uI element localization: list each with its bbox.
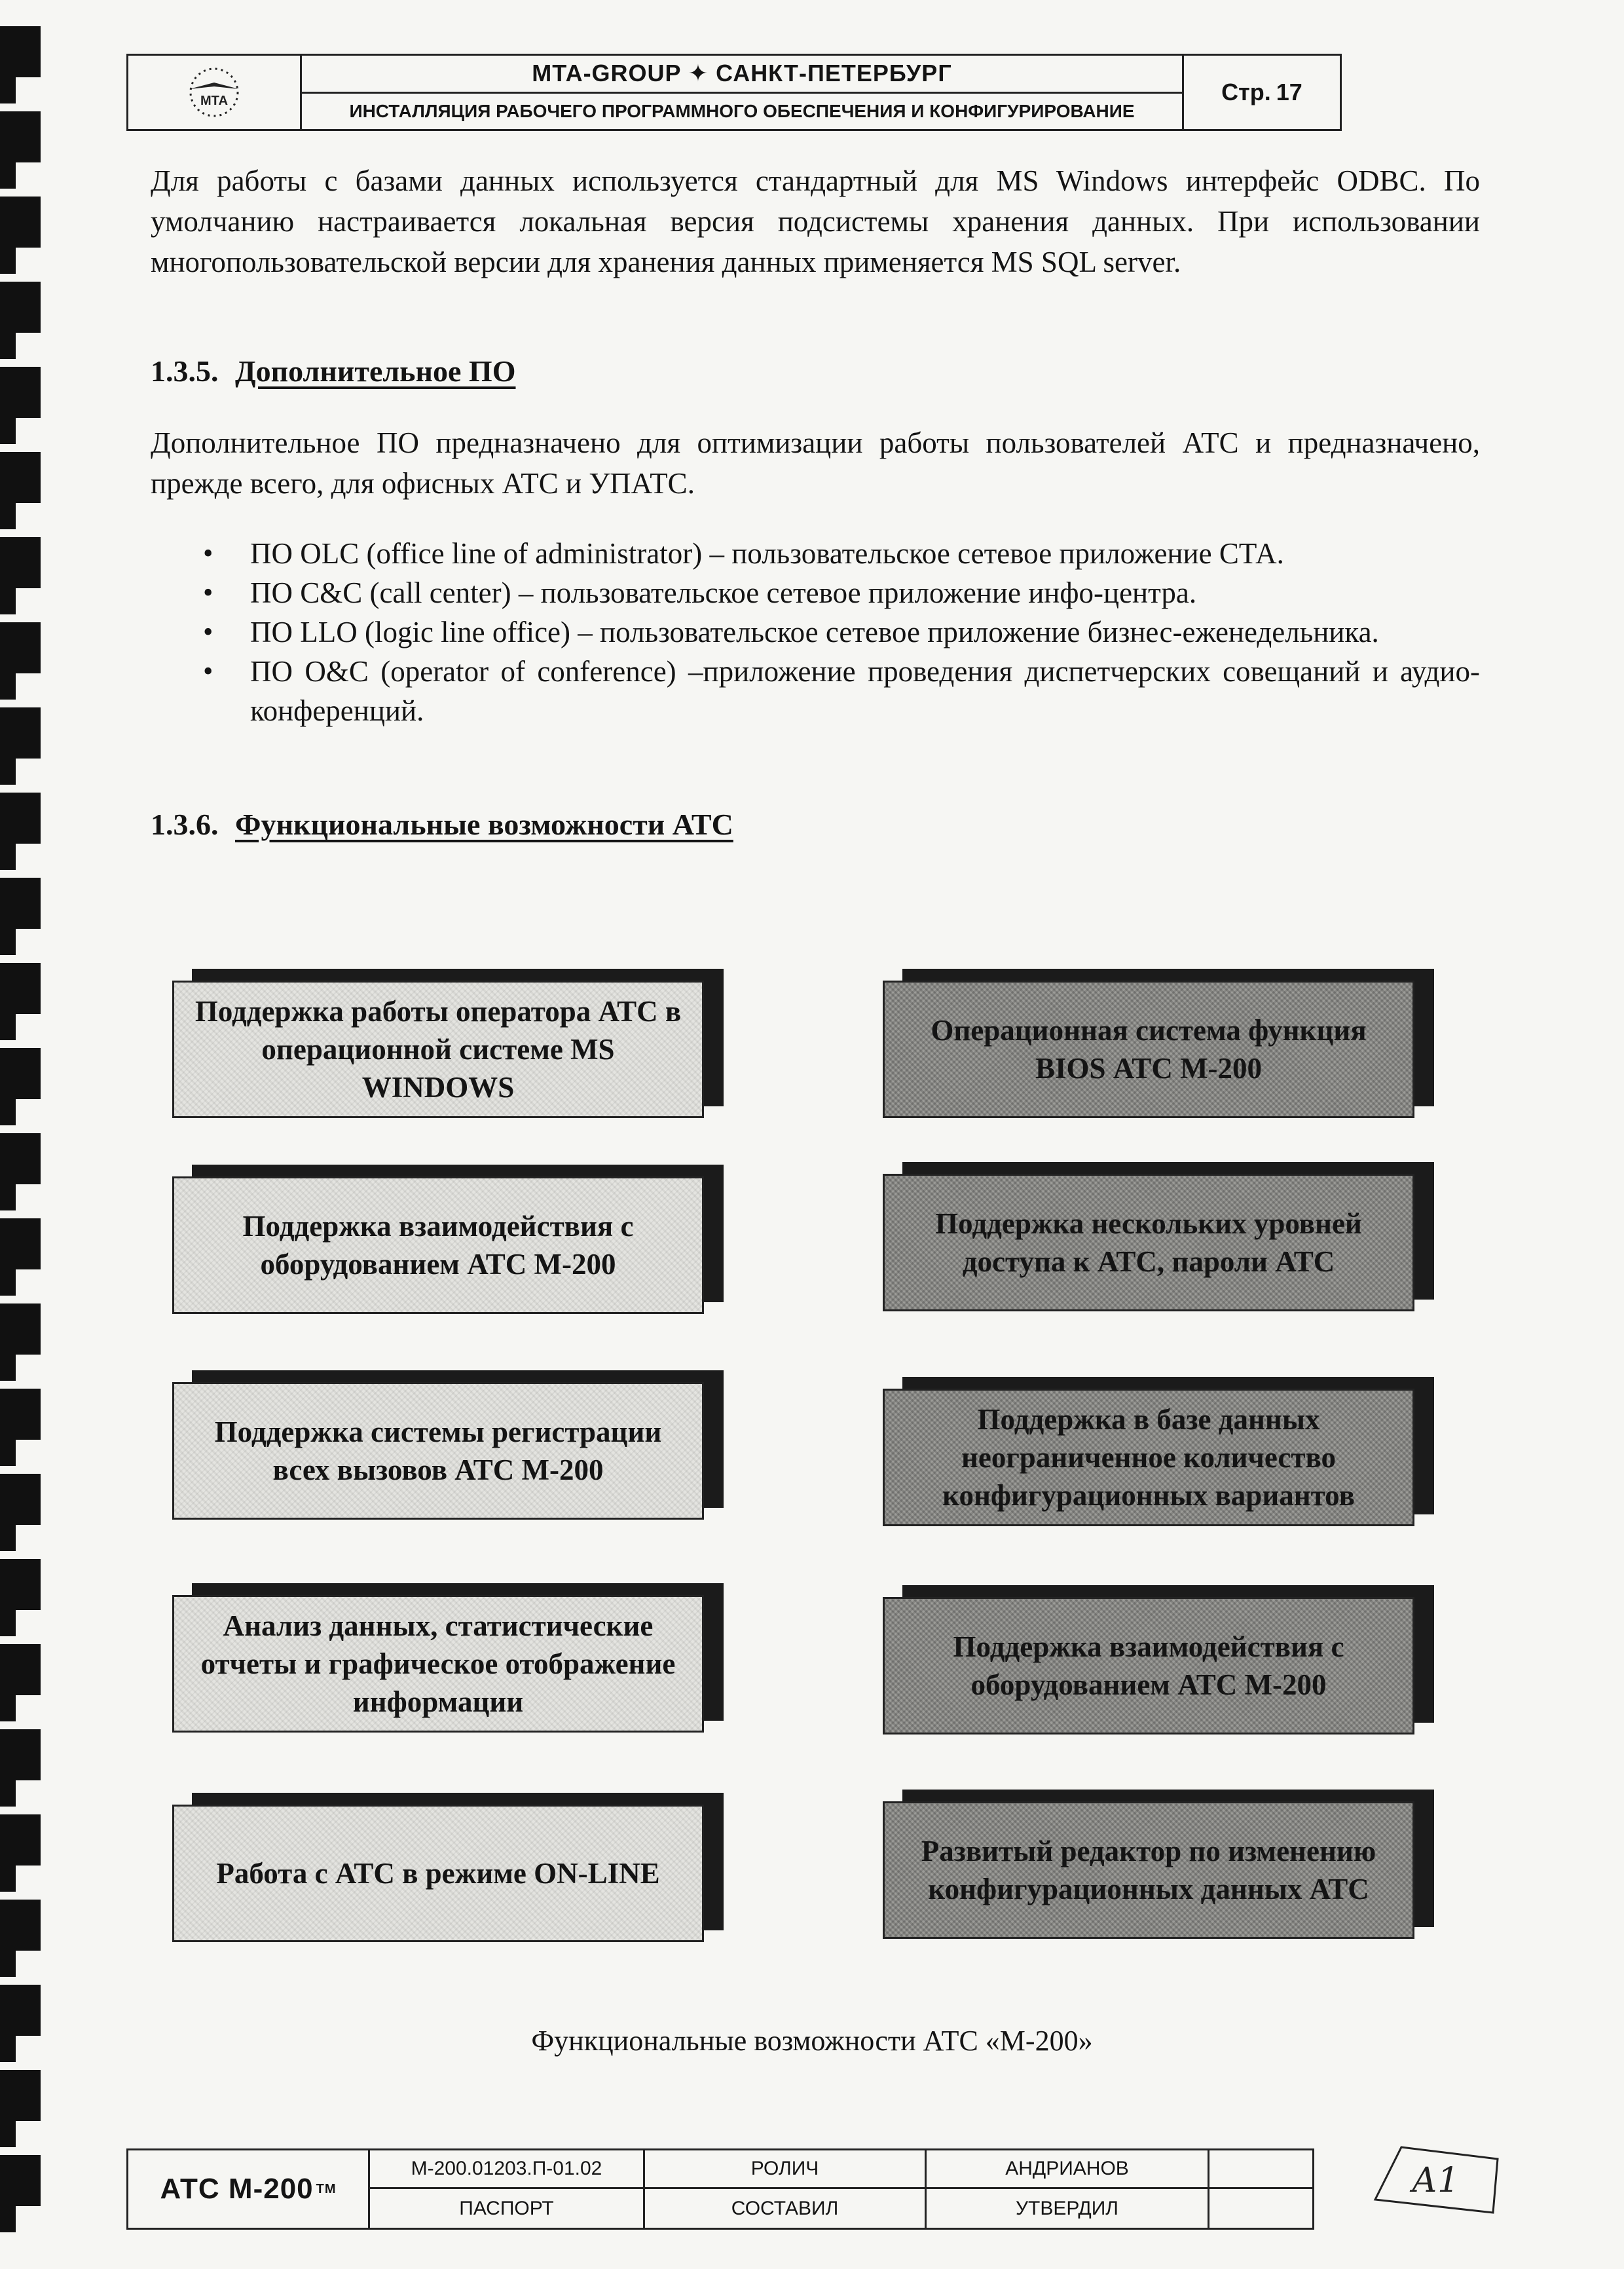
author-name: РОЛИЧ bbox=[645, 2150, 927, 2189]
binding-hole bbox=[0, 26, 41, 77]
figure-caption: Функциональные возможности АТС «М-200» bbox=[531, 2025, 1093, 2057]
binding-hole bbox=[0, 1474, 41, 1525]
binding-hole bbox=[0, 1048, 41, 1099]
sheet-mark bbox=[1370, 2134, 1501, 2219]
feature-box bbox=[172, 1382, 704, 1520]
doc-code: М-200.01203.П-01.02 bbox=[370, 2150, 645, 2189]
feature-text: Работа с АТС в режиме ON-LINE bbox=[172, 1805, 704, 1942]
binding-hole bbox=[0, 1729, 41, 1780]
page-label: Стр. bbox=[1221, 79, 1271, 105]
feature-box bbox=[172, 1176, 704, 1314]
binding-hole bbox=[0, 878, 41, 929]
binding-hole bbox=[0, 1814, 41, 1866]
binding-hole bbox=[0, 2070, 41, 2121]
feature-box bbox=[883, 981, 1414, 1118]
empty-cell bbox=[1209, 2189, 1312, 2228]
feature-text: Поддержка нескольких уровней доступа к АТС, пароли АТС bbox=[883, 1174, 1414, 1311]
binding-hole bbox=[0, 1644, 41, 1695]
feature-box bbox=[172, 1805, 704, 1942]
binding-hole bbox=[0, 707, 41, 759]
binding-hole bbox=[0, 1559, 41, 1610]
software-list bbox=[151, 534, 1480, 730]
binding-hole bbox=[0, 452, 41, 503]
empty-cell bbox=[1209, 2150, 1312, 2189]
feature-text: Анализ данных, статистические отчеты и графическое отображение информации bbox=[172, 1595, 704, 1733]
product-cell bbox=[128, 2150, 370, 2228]
page-header bbox=[126, 54, 1342, 131]
binding-hole bbox=[0, 111, 41, 162]
binding-strip bbox=[0, 0, 46, 2269]
feature-box bbox=[172, 981, 704, 1118]
feature-text: Поддержка взаимодействия с оборудованием АТС М-200 bbox=[172, 1176, 704, 1314]
sheet-mark-text: А1 bbox=[1411, 2161, 1460, 2200]
list-item: • ПО O&C (operator of conference) –приложение проведения диспетчерских совещаний и аудио-конференций. bbox=[151, 652, 1480, 730]
feature-box bbox=[883, 1597, 1414, 1735]
list-item: • ПО C&C (call center) – пользовательское сетевое приложение инфо-центра. bbox=[151, 573, 1480, 612]
logo bbox=[128, 56, 302, 129]
feature-text: Операционная система функция BIOS АТС М-200 bbox=[883, 981, 1414, 1118]
feature-box bbox=[172, 1595, 704, 1733]
header-subtitle: ИНСТАЛЛЯЦИЯ РАБОЧЕГО ПРОГРАММНОГО ОБЕСПЕЧЕНИЯ И КОНФИГУРИРОВАНИЕ bbox=[349, 100, 1135, 121]
feature-text: Поддержка системы регистрации всех вызовов АТС М-200 bbox=[172, 1382, 704, 1520]
header-title: MTA-GROUP ✦ САНКТ-ПЕТЕРБУРГ bbox=[302, 56, 1182, 94]
author-role: СОСТАВИЛ bbox=[645, 2189, 927, 2228]
binding-hole bbox=[0, 282, 41, 333]
feature-box bbox=[883, 1389, 1414, 1526]
binding-hole bbox=[0, 963, 41, 1014]
product-name: АТС М-200 bbox=[160, 2173, 314, 2205]
section-heading-135 bbox=[151, 354, 516, 388]
feature-text: Поддержка работы оператора АТС в операционной системе MS WINDOWS bbox=[172, 981, 704, 1118]
binding-hole bbox=[0, 622, 41, 673]
approver-role: УТВЕРДИЛ bbox=[927, 2189, 1209, 2228]
section-number: 1.3.6. bbox=[151, 808, 219, 841]
intro-paragraph: Для работы с базами данных используется стандартный для MS Windows интерфейс ODBC. По умолчанию настраивается локальная версия подсистемы хранения данных. При использовании многопользовательской версии для хранения данных применяется MS SQL server. bbox=[151, 164, 1480, 278]
binding-hole bbox=[0, 537, 41, 588]
binding-hole bbox=[0, 1133, 41, 1184]
title-block bbox=[126, 2148, 1314, 2230]
feature-text: Развитый редактор по изменению конфигурационных данных АТС bbox=[883, 1801, 1414, 1939]
feature-box bbox=[883, 1174, 1414, 1311]
binding-hole bbox=[0, 1389, 41, 1440]
binding-hole bbox=[0, 1218, 41, 1269]
section-number: 1.3.5. bbox=[151, 354, 219, 388]
feature-box bbox=[883, 1801, 1414, 1939]
list-item: • ПО OLC (office line of administrator) – пользовательское сетевое приложение СТА. bbox=[151, 534, 1480, 573]
mta-logo-icon bbox=[175, 63, 253, 122]
product-mark: ТМ bbox=[316, 2181, 337, 2196]
binding-hole bbox=[0, 197, 41, 248]
feature-text: Поддержка взаимодействия с оборудованием АТС М-200 bbox=[883, 1597, 1414, 1735]
section-title: Функциональные возможности АТС bbox=[235, 808, 733, 841]
binding-hole bbox=[0, 367, 41, 418]
page-number-block bbox=[1184, 56, 1340, 129]
section-heading-136 bbox=[151, 807, 733, 842]
section-title: Дополнительное ПО bbox=[235, 354, 516, 388]
binding-hole bbox=[0, 1303, 41, 1355]
feature-text: Поддержка в базе данных неограниченное количество конфигурационных вариантов bbox=[883, 1389, 1414, 1526]
binding-hole bbox=[0, 1900, 41, 1951]
doc-type: ПАСПОРТ bbox=[370, 2189, 645, 2228]
section-135-paragraph: Дополнительное ПО предназначено для оптимизации работы пользователей АТС и предназначено, прежде всего, для офисных АТС и УПАТС. bbox=[151, 426, 1480, 500]
binding-hole bbox=[0, 2155, 41, 2206]
page-number: 17 bbox=[1276, 79, 1302, 105]
binding-hole bbox=[0, 793, 41, 844]
list-item: • ПО LLO (logic line office) – пользовательское сетевое приложение бизнес-еженедельника. bbox=[151, 612, 1480, 652]
logo-text: МТА bbox=[200, 94, 229, 108]
approver-name: АНДРИАНОВ bbox=[927, 2150, 1209, 2189]
